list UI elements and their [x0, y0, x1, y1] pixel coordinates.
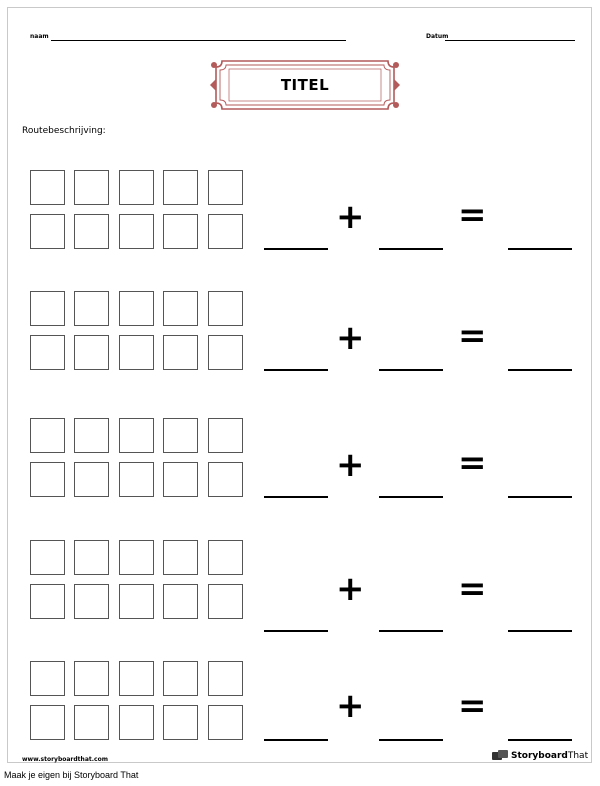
counting-box[interactable]: [208, 418, 243, 453]
answer-blank[interactable]: [379, 248, 443, 250]
equation-row: [8, 168, 593, 268]
counting-box[interactable]: [74, 335, 109, 370]
answer-blank[interactable]: [508, 496, 572, 498]
plus-sign: +: [336, 318, 365, 358]
answer-blank[interactable]: [264, 369, 328, 371]
counting-box[interactable]: [74, 462, 109, 497]
counting-box[interactable]: [163, 540, 198, 575]
date-label: Datum: [426, 33, 449, 40]
counting-box[interactable]: [208, 661, 243, 696]
counting-box[interactable]: [163, 291, 198, 326]
equals-sign: =: [458, 316, 487, 356]
answer-blank[interactable]: [508, 739, 572, 741]
counting-box[interactable]: [30, 540, 65, 575]
answer-blank[interactable]: [379, 739, 443, 741]
plus-sign: +: [336, 569, 365, 609]
answer-blank[interactable]: [379, 496, 443, 498]
counting-box[interactable]: [74, 170, 109, 205]
counting-box[interactable]: [208, 584, 243, 619]
answer-blank[interactable]: [264, 630, 328, 632]
counting-box[interactable]: [208, 462, 243, 497]
equals-sign: =: [458, 195, 487, 235]
counting-box[interactable]: [74, 214, 109, 249]
counting-box[interactable]: [163, 214, 198, 249]
answer-blank[interactable]: [379, 630, 443, 632]
equals-sign: =: [458, 443, 487, 483]
counting-box[interactable]: [163, 418, 198, 453]
counting-box[interactable]: [119, 462, 154, 497]
name-line[interactable]: [51, 40, 346, 41]
answer-blank[interactable]: [264, 496, 328, 498]
counting-box[interactable]: [119, 170, 154, 205]
counting-box[interactable]: [163, 584, 198, 619]
counting-box[interactable]: [119, 661, 154, 696]
answer-blank[interactable]: [379, 369, 443, 371]
counting-box[interactable]: [208, 705, 243, 740]
equation-row: [8, 416, 593, 516]
promo-caption[interactable]: Maak je eigen bij Storyboard That: [4, 770, 139, 780]
counting-box[interactable]: [119, 584, 154, 619]
logo-bold-text: Storyboard: [511, 751, 568, 761]
worksheet: [7, 7, 592, 763]
name-label: naam: [30, 33, 49, 40]
counting-box[interactable]: [163, 170, 198, 205]
answer-blank[interactable]: [264, 739, 328, 741]
equals-sign: =: [458, 686, 487, 726]
counting-box[interactable]: [30, 462, 65, 497]
equals-sign: =: [458, 569, 487, 609]
counting-box[interactable]: [208, 335, 243, 370]
date-line[interactable]: [445, 40, 575, 41]
counting-box[interactable]: [30, 418, 65, 453]
counting-box[interactable]: [119, 540, 154, 575]
counting-box[interactable]: [119, 335, 154, 370]
counting-box[interactable]: [30, 705, 65, 740]
answer-blank[interactable]: [508, 630, 572, 632]
worksheet-title[interactable]: TITEL: [280, 76, 330, 94]
counting-box[interactable]: [208, 540, 243, 575]
counting-box[interactable]: [74, 540, 109, 575]
counting-box[interactable]: [163, 705, 198, 740]
plus-sign: +: [336, 445, 365, 485]
counting-box[interactable]: [74, 291, 109, 326]
counting-box[interactable]: [119, 214, 154, 249]
counting-box[interactable]: [30, 661, 65, 696]
counting-box[interactable]: [163, 335, 198, 370]
answer-blank[interactable]: [264, 248, 328, 250]
counting-box[interactable]: [208, 291, 243, 326]
counting-box[interactable]: [119, 705, 154, 740]
counting-box[interactable]: [208, 214, 243, 249]
plus-sign: +: [336, 686, 365, 726]
storyboardthat-logo: [492, 750, 588, 762]
counting-box[interactable]: [119, 291, 154, 326]
plus-sign: +: [336, 197, 365, 237]
counting-box[interactable]: [30, 214, 65, 249]
equation-row: [8, 659, 593, 759]
counting-box[interactable]: [119, 418, 154, 453]
counting-box[interactable]: [74, 418, 109, 453]
equation-row: [8, 538, 593, 638]
counting-box[interactable]: [163, 661, 198, 696]
counting-box[interactable]: [30, 291, 65, 326]
counting-box[interactable]: [30, 335, 65, 370]
counting-box[interactable]: [208, 170, 243, 205]
counting-box[interactable]: [30, 170, 65, 205]
storyboard-icon: [492, 750, 508, 762]
counting-box[interactable]: [163, 462, 198, 497]
counting-box[interactable]: [30, 584, 65, 619]
answer-blank[interactable]: [508, 248, 572, 250]
counting-box[interactable]: [74, 705, 109, 740]
footer-url: www.storyboardthat.com: [22, 756, 108, 763]
answer-blank[interactable]: [508, 369, 572, 371]
counting-box[interactable]: [74, 584, 109, 619]
logo-thin-text: That: [567, 751, 589, 761]
counting-box[interactable]: [74, 661, 109, 696]
instructions-label: Routebeschrijving:: [22, 126, 106, 136]
equation-row: [8, 289, 593, 389]
